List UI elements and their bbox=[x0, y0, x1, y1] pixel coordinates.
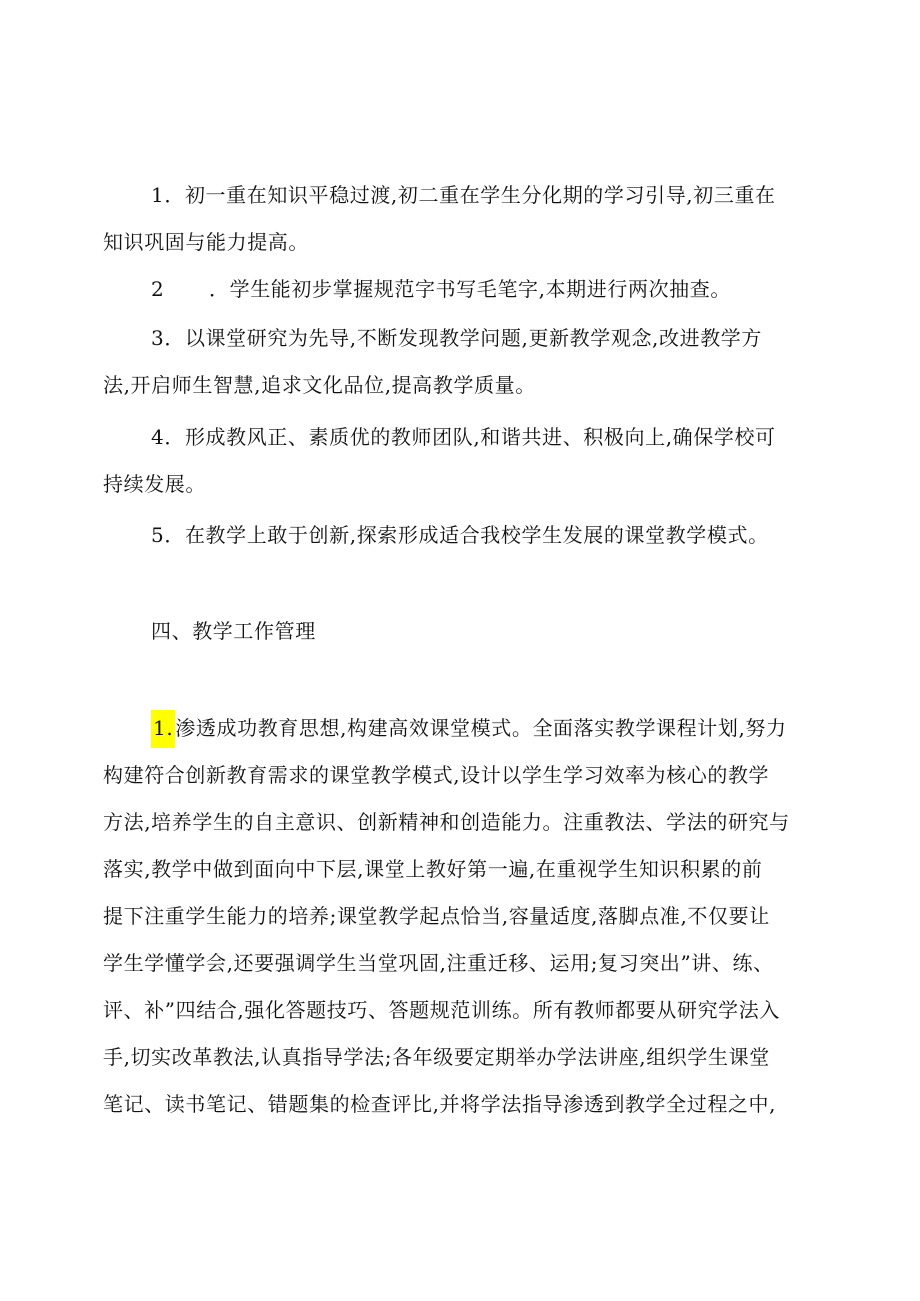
goal-item-1-line-1 bbox=[103, 172, 819, 219]
goal-item-3-text-1: 以课堂研究为先导,不断发现教学问题,更新教学观念,改进教学方 bbox=[184, 326, 763, 350]
management-line-1 bbox=[103, 705, 819, 752]
section-heading: 四、教学工作管理 bbox=[151, 619, 316, 643]
goal-item-1-number: 1 bbox=[151, 183, 165, 207]
goal-item-2 bbox=[103, 266, 819, 313]
goal-item-4-line-1 bbox=[103, 414, 819, 461]
management-line-9: 笔记、读书笔记、错题集的检查评比,并将学法指导渗透到教学全过程之中, bbox=[103, 1092, 777, 1116]
goal-item-5-text-1: 在教学上敢于创新,探索形成适合我校学生发展的课堂教学模式。 bbox=[184, 523, 769, 547]
goal-item-5-number: 5 bbox=[151, 523, 165, 547]
goal-item-5 bbox=[103, 512, 819, 559]
goal-item-4-number: 4 bbox=[151, 425, 165, 449]
goal-item-1-text-1: 初一重在知识平稳过渡,初二重在学生分化期的学习引导,初三重在 bbox=[184, 183, 776, 207]
management-line-4: 落实,教学中做到面向中下层,课堂上教好第一遍,在重视学生知识积累的前 bbox=[103, 857, 763, 881]
goal-item-1 bbox=[103, 172, 819, 266]
goal-item-4-line-2: 持续发展。 bbox=[103, 472, 206, 496]
goal-item-4-separator: ． bbox=[164, 425, 185, 449]
management-line-2: 构建符合创新教育需求的课堂教学模式,设计以学生学习效率为核心的教学 bbox=[103, 763, 770, 787]
goal-item-3-line-2: 法,开启师生智慧,追求文化品位,提高教学质量。 bbox=[103, 373, 536, 397]
goal-item-1-line-2: 知识巩固与能力提高。 bbox=[103, 230, 309, 254]
goal-item-5-separator: ． bbox=[164, 523, 185, 547]
goal-item-1-separator: ． bbox=[164, 183, 185, 207]
management-line-3: 方法,培养学生的自主意识、创新精神和创造能力。注重教法、学法的研究与 bbox=[103, 810, 790, 834]
management-line-8: 手,切实改革教法,认真指导学法;各年级要定期举办学法讲座,组织学生课堂 bbox=[103, 1045, 770, 1069]
management-line-5: 提下注重学生能力的培养;课堂教学起点恰当,容量适度,落脚点准,不仅要让 bbox=[103, 904, 770, 928]
goal-item-3-line-1 bbox=[103, 315, 819, 362]
goal-item-4 bbox=[103, 414, 819, 508]
goal-item-3-separator: ． bbox=[164, 326, 185, 350]
goal-item-2-line-1 bbox=[103, 266, 819, 313]
goal-item-3-number: 3 bbox=[151, 326, 165, 350]
goal-item-4-text-1: 形成教风正、素质优的教师团队,和谐共进、积极向上,确保学校可 bbox=[184, 425, 776, 449]
goal-item-3 bbox=[103, 315, 819, 409]
management-number-highlight: 1. bbox=[151, 710, 175, 748]
goal-item-5-line-1 bbox=[103, 512, 819, 559]
management-line-7: 评、补”四结合,强化答题技巧、答题规范训练。所有教师都要从研究学法入 bbox=[103, 998, 780, 1022]
management-text-1: 渗透成功教育思想,构建高效课堂模式。全面落实教学课程计划,努力 bbox=[175, 716, 787, 740]
management-paragraph bbox=[103, 705, 819, 1128]
management-line-6: 学生学懂学会,还要强调学生当堂巩固,注重迁移、运用;复习突出”讲、练、 bbox=[103, 951, 774, 975]
goal-item-2-text-1: 学生能初步掌握规范字书写毛笔字,本期进行两次抽查。 bbox=[229, 277, 731, 301]
goal-item-2-separator: ． bbox=[209, 277, 230, 301]
goal-item-2-number: 2 bbox=[151, 277, 165, 301]
